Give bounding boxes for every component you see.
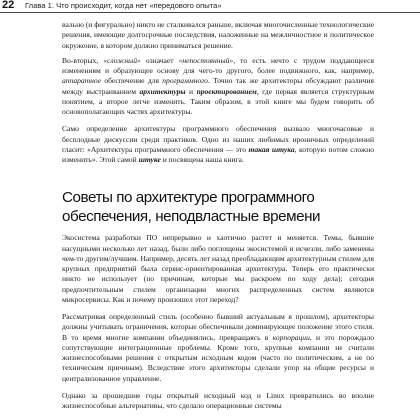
chapter-title: Глава 1. Что происходит, когда нет «передового опыта» bbox=[25, 1, 222, 10]
body-text bbox=[62, 20, 374, 411]
paragraph-open-source: Однако за прошедшие годы открытый исходный код и Linux превратились во вполне жизнеспособные альтернативы, что сделало операционные системы bbox=[62, 390, 374, 410]
paragraph-complex-definition: Во-вторых, «сложный» означает «непостоянный», то есть нечто с трудом поддающееся изменениям и образующее основу для чего-то другого, более подвижного, как, например, аппаратное обеспечение для программного. Точно так же архитекторы обсуждают различия между выстраиванием архитектуры и проектированием, где первая является структурным понятием, а второе легче изменить. Таким образом, в этой книге мы будем говорить об основополагающих частях архитектуры. bbox=[62, 55, 375, 116]
header-rule bbox=[0, 12, 420, 13]
paragraph-architecture-definition: Само определение архитектуры программного обеспечения вызвало многочасовые и бесплодные дискуссии среди практиков. Одно из наших любимых ироничных определений гласит: «Архитектура программного обеспечения — это такая штука, которую потом сложно изменить». Этой самой штуке и посвящена наша книга. bbox=[62, 124, 375, 164]
page-number: 22 bbox=[2, 0, 15, 11]
paragraph-ecosystem: Экосистема разработки ПО непрерывно и хаотично растет и меняется. Темы, бывшие насущными несколько лет назад, были либо поглощены экосистемой и исчезли, либо заменены чем-то другим/лучшим. Например, десять лет назад преобладающим архитектурным стилем для крупных предприятий была сервис-ориентированная архитектура. Теперь его практически никто не использует (по причинам, которые мы раскроем по ходу дела); сегодня предпочтительным стилем организации многих распределенных систем являются микросервисы. Как и почему произошел этот переход? bbox=[62, 233, 374, 304]
section-heading: Советы по архитектуре программного обеспечения, неподвластные времени bbox=[62, 189, 321, 225]
paragraph-continuation: вально (и фигурально) никто не сталкивался раньше, включая многочисленные технологические решения, имеющие долгосрочные последствия, наложенные на межличностное и политическое окружение, в котором должно приниматься решение. bbox=[62, 20, 374, 50]
running-header bbox=[0, 0, 420, 13]
paragraph-style-constraints: Рассматривая определенный стиль (особенно бывший актуальным в прошлом), архитекторы должны учитывать ограничения, которые обеспечивали доминирующее положение этого стиля. В то время многие компании объединялись, превращаясь в корпорации, и это порождало сопутствующие интеграционные проблемы. Кроме того, крупные компании не считали жизнеспособными решения с открытым исходным кодом (часто по политическим, а не по техническим причинам). Вследствие этого архитекторы сделали упор на общие ресурсы и централизованное управление. bbox=[62, 312, 374, 383]
